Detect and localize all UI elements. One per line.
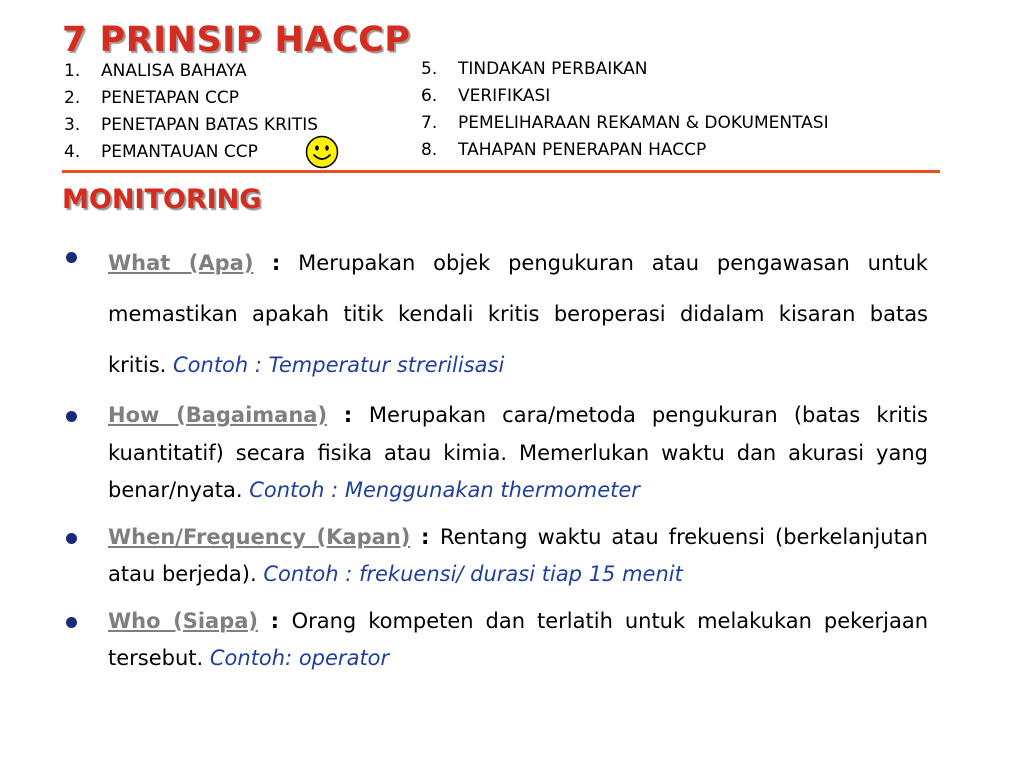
principle-number: 7. bbox=[421, 113, 438, 133]
principle-item bbox=[421, 137, 829, 164]
divider-line bbox=[62, 170, 940, 173]
bullet-term: What (Apa) bbox=[108, 251, 254, 275]
principle-label: VERIFIKASI bbox=[458, 86, 551, 106]
bullet-dot-icon bbox=[66, 533, 77, 544]
section-title: MONITORING bbox=[62, 184, 262, 215]
principle-number: 5. bbox=[421, 59, 438, 79]
principle-number: 6. bbox=[421, 86, 438, 106]
bullet-dot-icon bbox=[66, 411, 77, 422]
principle-item bbox=[64, 85, 318, 112]
bullet-item-who bbox=[66, 603, 928, 678]
bullet-dot-icon bbox=[66, 252, 77, 263]
principle-number: 8. bbox=[421, 140, 438, 160]
bullet-text: Orang kompeten dan terlatih untuk melakukan pekerjaan tersebut. bbox=[108, 608, 928, 670]
principle-label: PENETAPAN BATAS KRITIS bbox=[101, 115, 319, 135]
bullet-example: Contoh : frekuensi/ durasi tiap 15 menit bbox=[263, 562, 683, 586]
smiley-face-icon bbox=[305, 135, 339, 169]
principle-label: PEMELIHARAAN REKAMAN & DOKUMENTASI bbox=[458, 113, 829, 133]
principle-item bbox=[64, 112, 318, 139]
principle-label: TAHAPAN PENERAPAN HACCP bbox=[458, 140, 707, 160]
bullet-colon: : bbox=[258, 608, 292, 633]
bullet-text: Rentang waktu atau frekuensi (berkelanjutan atau berjeda). bbox=[108, 524, 928, 586]
bullet-term: Who (Siapa) bbox=[108, 608, 259, 633]
principle-number: 1. bbox=[64, 61, 81, 81]
bullet-text: Merupakan objek pengukuran atau pengawasan untuk memastikan apakah titik kendali kritis beroperasi didalam kisaran batas kritis. bbox=[108, 251, 928, 377]
principle-label: ANALISA BAHAYA bbox=[101, 61, 247, 81]
monitoring-bullet-list bbox=[66, 238, 928, 678]
principle-item bbox=[421, 83, 829, 110]
principle-number: 4. bbox=[64, 142, 81, 162]
bullet-term: When/Frequency (Kapan) bbox=[108, 524, 411, 549]
bullet-example: Contoh: operator bbox=[209, 646, 390, 670]
bullet-colon: : bbox=[327, 403, 369, 427]
principle-number: 3. bbox=[64, 115, 81, 135]
principle-item bbox=[421, 56, 829, 83]
principle-item bbox=[64, 58, 318, 85]
bullet-item-what bbox=[66, 238, 928, 391]
bullet-colon: : bbox=[410, 524, 441, 549]
bullet-dot-icon bbox=[66, 617, 77, 628]
principle-label: TINDAKAN PERBAIKAN bbox=[458, 59, 648, 79]
bullet-term: How (Bagaimana) bbox=[108, 403, 328, 427]
bullet-item-how bbox=[66, 397, 928, 510]
bullet-example: Contoh : Temperatur strerilisasi bbox=[173, 353, 505, 377]
principles-list-left bbox=[64, 58, 318, 166]
principles-list-right bbox=[421, 56, 829, 164]
bullet-text: Merupakan cara/metoda pengukuran (batas kritis kuantitatif) secara fisika atau kimia. Memerlukan waktu dan akurasi yang benar/nyata. bbox=[108, 403, 928, 502]
bullet-colon: : bbox=[253, 251, 281, 275]
principle-label: PEMANTAUAN CCP bbox=[101, 142, 258, 162]
principle-item bbox=[421, 110, 829, 137]
principle-number: 2. bbox=[64, 88, 81, 108]
principle-label: PENETAPAN CCP bbox=[101, 88, 240, 108]
bullet-item-when bbox=[66, 519, 928, 594]
principle-item bbox=[64, 139, 318, 166]
bullet-example: Contoh : Menggunakan thermometer bbox=[249, 478, 640, 502]
slide-title: 7 PRINSIP HACCP bbox=[62, 20, 411, 60]
